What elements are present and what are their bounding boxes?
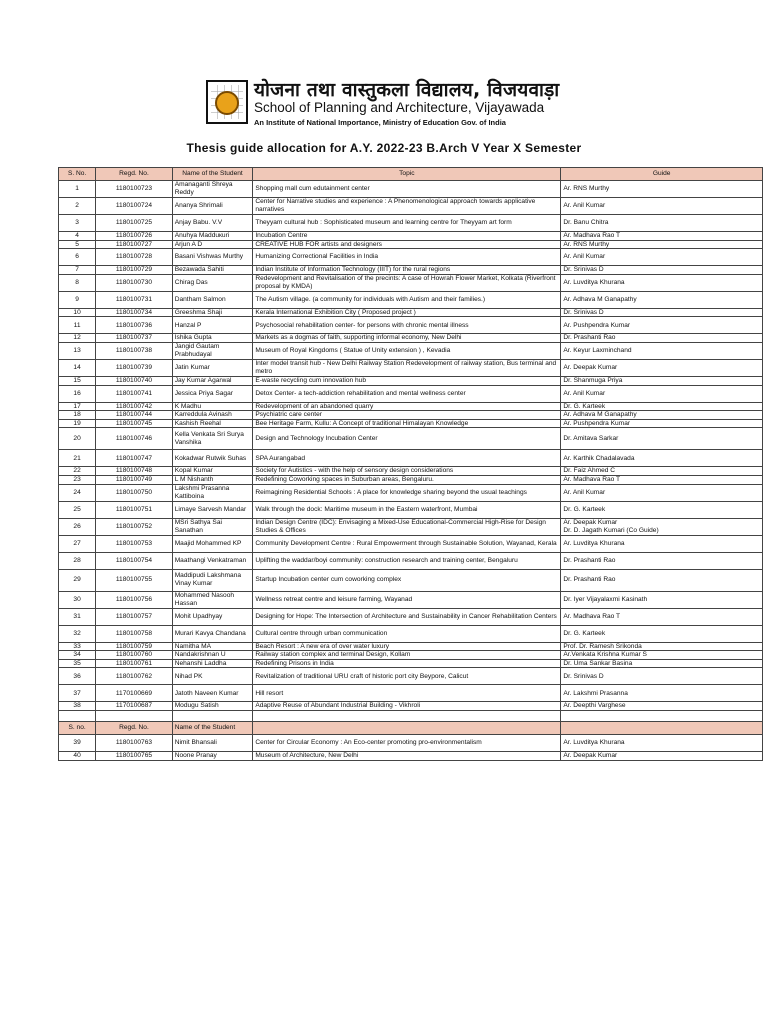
cell-sno: 36 [59, 668, 96, 685]
cell-name: Jay Kumar Agarwal [172, 376, 253, 385]
cell-sno: 3 [59, 215, 96, 232]
cell-name: Jatoth Naveen Kumar [172, 685, 253, 702]
table-row [59, 181, 763, 198]
cell-guide: Dr. Prashanti Rao [561, 569, 763, 591]
table-row [59, 659, 763, 668]
cell-regd: 1180100746 [96, 428, 172, 450]
cell-regd: 1180100753 [96, 535, 172, 552]
institute-logo [206, 80, 248, 124]
column-header-sno: S. No. [59, 168, 96, 181]
cell-regd: 1180100730 [96, 274, 172, 291]
table-row [59, 702, 763, 711]
cell-guide: Dr. Iyer Vijayalaxmi Kasinath [561, 591, 763, 608]
table-row [59, 467, 763, 476]
table-row [59, 569, 763, 591]
cell-topic: Society for Autistics - with the help of sensory design considerations [253, 467, 561, 476]
cell-topic: Center for Narrative studies and experience : A Phenomenological approach towards applicative narratives [253, 198, 561, 215]
table-row [59, 291, 763, 308]
cell-name: Jatin Kumar [172, 359, 253, 376]
cell-regd: 1180100761 [96, 659, 172, 668]
cell-regd: 1180100752 [96, 518, 172, 535]
cell-sno: 23 [59, 475, 96, 484]
table-row [59, 591, 763, 608]
cell-guide: Ar. Deepak Kumar [561, 359, 763, 376]
cell-name: Dantham Salmon [172, 291, 253, 308]
table-row [59, 535, 763, 552]
cell-sno: 9 [59, 291, 96, 308]
table-row [59, 734, 763, 751]
cell-topic: Reimagining Residential Schools : A place for knowledge sharing beyond the usual teachings [253, 484, 561, 501]
cell-topic: CREATIVE HUB FOR artists and designers [253, 240, 561, 249]
section2-header-sno: S. no. [59, 721, 96, 734]
cell-name: K Madhu [172, 402, 253, 411]
cell-topic: Museum of Architecture, New Delhi [253, 751, 561, 760]
cell-topic: Redevelopment and Revitalisation of the precints: A case of Howrah Flower Market, Kolkata (Riverfront proposal by KMDA) [253, 274, 561, 291]
cell-name: Noone Pranay [172, 751, 253, 760]
cell-regd: 1180100726 [96, 232, 172, 241]
cell-regd: 1180100749 [96, 475, 172, 484]
cell-topic: Wellness retreat centre and leisure farming, Wayanad [253, 591, 561, 608]
cell-guide: Ar. Adhava M Ganapathy [561, 411, 763, 420]
table-row [59, 751, 763, 760]
cell-regd: 1180100725 [96, 215, 172, 232]
cell-name: Jessica Priya Sagar [172, 385, 253, 402]
cell-sno: 13 [59, 342, 96, 359]
cell-guide: Ar. Pushpendra Kumar [561, 317, 763, 334]
cell-regd: 1180100754 [96, 552, 172, 569]
section2-header-guide [561, 721, 763, 734]
cell-name: Karreddula Avinash [172, 411, 253, 420]
table-body-2 [59, 734, 763, 760]
cell-topic: Indian Institute of Information Technology (IIIT) for the rural regions [253, 266, 561, 275]
cell-regd: 1180100723 [96, 181, 172, 198]
cell-topic: Psychosocial rehabilitation center- for persons with chronic mental illness [253, 317, 561, 334]
cell-guide: Dr. Shanmuga Priya [561, 376, 763, 385]
section-separator [59, 710, 763, 734]
cell-guide: Ar. Pushpendra Kumar [561, 419, 763, 428]
table-row [59, 668, 763, 685]
cell-guide: Dr. Prashanti Rao [561, 552, 763, 569]
cell-regd: 1180100741 [96, 385, 172, 402]
table-row [59, 402, 763, 411]
table-row [59, 266, 763, 275]
cell-regd: 1180100740 [96, 376, 172, 385]
cell-topic: Cultural centre through urban communication [253, 625, 561, 642]
cell-guide: Dr. Banu Chitra [561, 215, 763, 232]
table-row [59, 450, 763, 467]
cell-regd: 1180100762 [96, 668, 172, 685]
cell-guide: Dr. Prashanti Rao [561, 334, 763, 343]
table-row [59, 334, 763, 343]
cell-regd: 1170100687 [96, 702, 172, 711]
cell-guide: Ar.Venkata Krishna Kumar S [561, 651, 763, 660]
cell-sno: 16 [59, 385, 96, 402]
institute-header [206, 76, 560, 132]
cell-topic: Redefining Prisons in India [253, 659, 561, 668]
cell-sno: 20 [59, 428, 96, 450]
cell-name: Bezawada Sahiti [172, 266, 253, 275]
cell-topic: Startup Incubation center cum coworking complex [253, 569, 561, 591]
cell-guide: Ar. Deepak Kumar [561, 751, 763, 760]
cell-regd: 1180100737 [96, 334, 172, 343]
cell-sno: 37 [59, 685, 96, 702]
cell-sno: 35 [59, 659, 96, 668]
cell-regd: 1180100736 [96, 317, 172, 334]
cell-name: Namitha MA [172, 642, 253, 651]
cell-topic: Center for Circular Economy : An Eco-center promoting pro-environmentalism [253, 734, 561, 751]
cell-topic: Bee Heritage Farm, Kullu: A Concept of traditional Himalayan Knowledge [253, 419, 561, 428]
cell-topic: Psychiatric care center [253, 411, 561, 420]
section2-header-name: Name of the Student [172, 721, 253, 734]
column-header-regd: Regd. No. [96, 168, 172, 181]
cell-guide: Ar. Deepak Kumar Dr. D. Jagath Kumari (Co Guide) [561, 518, 763, 535]
table-row [59, 359, 763, 376]
cell-regd: 1180100734 [96, 308, 172, 317]
cell-topic: Redevelopment of an abandoned quarry [253, 402, 561, 411]
cell-name: Hanzal P [172, 317, 253, 334]
cell-guide: Prof. Dr. Ramesh Srikonda [561, 642, 763, 651]
cell-guide: Ar. Adhava M Ganapathy [561, 291, 763, 308]
cell-name: Kashish Reehal [172, 419, 253, 428]
cell-guide: Ar. Luvditya Khurana [561, 535, 763, 552]
cell-sno: 6 [59, 249, 96, 266]
cell-name: L M Nishanth [172, 475, 253, 484]
table-row [59, 501, 763, 518]
cell-name: MSri Sathya Sai Sanathan [172, 518, 253, 535]
cell-sno: 8 [59, 274, 96, 291]
cell-name: Ishika Gupta [172, 334, 253, 343]
table-row [59, 274, 763, 291]
cell-guide: Ar. Deepthi Varghese [561, 702, 763, 711]
cell-name: Arjun A D [172, 240, 253, 249]
cell-sno: 24 [59, 484, 96, 501]
table-body [59, 181, 763, 711]
cell-topic: Beach Resort : A new era of over water luxury [253, 642, 561, 651]
section2-header-regd: Regd. No. [96, 721, 172, 734]
cell-sno: 31 [59, 608, 96, 625]
cell-sno: 7 [59, 266, 96, 275]
table-row [59, 419, 763, 428]
cell-guide: Ar. Madhava Rao T [561, 232, 763, 241]
cell-regd: 1180100729 [96, 266, 172, 275]
cell-sno: 21 [59, 450, 96, 467]
cell-guide: Dr. Faiz Ahmed C [561, 467, 763, 476]
cell-guide: Ar. Lakshmi Prasanna [561, 685, 763, 702]
table-row [59, 484, 763, 501]
cell-guide: Ar. Keyur Laxminchand [561, 342, 763, 359]
cell-name: Basani Vishwas Murthy [172, 249, 253, 266]
section2-header-topic [253, 721, 561, 734]
cell-regd: 1180100759 [96, 642, 172, 651]
cell-name: Kopal Kumar [172, 467, 253, 476]
institute-name-hindi: योजना तथा वास्तुकला विद्यालय, विजयवाड़ा [254, 79, 560, 101]
cell-sno: 34 [59, 651, 96, 660]
table-row [59, 428, 763, 450]
table-row [59, 215, 763, 232]
cell-regd: 1180100731 [96, 291, 172, 308]
table-row [59, 317, 763, 334]
cell-name: Limaye Sarvesh Mandar [172, 501, 253, 518]
cell-topic: Museum of Royal Kingdoms ( Statue of Unity extension ) , Kevadia [253, 342, 561, 359]
cell-name: Jangid Gautam Prabhudayal [172, 342, 253, 359]
table-row [59, 642, 763, 651]
cell-topic: Railway station complex and terminal Design, Kollam [253, 651, 561, 660]
cell-guide: Dr. Srinivas D [561, 266, 763, 275]
cell-name: Mohit Upadhyay [172, 608, 253, 625]
institute-subtitle: An Institute of National Importance, Ministry of Education Gov. of India [254, 118, 506, 127]
column-header-name: Name of the Student [172, 168, 253, 181]
cell-topic: Detox Center- a tech-addiction rehabilitation and mental wellness center [253, 385, 561, 402]
cell-topic: Inter model transit hub - New Delhi Railway Station Redevelopment of railway station, Bus terminal and metro [253, 359, 561, 376]
cell-sno: 38 [59, 702, 96, 711]
cell-guide: Ar. Luvditya Khurana [561, 274, 763, 291]
table-row [59, 475, 763, 484]
cell-regd: 1180100758 [96, 625, 172, 642]
cell-guide: Dr. G. Karteek [561, 625, 763, 642]
cell-topic: The Autism village. (a community for individuals with Autism and their families.) [253, 291, 561, 308]
cell-sno: 12 [59, 334, 96, 343]
cell-sno: 33 [59, 642, 96, 651]
cell-regd: 1180100757 [96, 608, 172, 625]
cell-guide: Dr. Srinivas D [561, 308, 763, 317]
cell-sno: 18 [59, 411, 96, 420]
cell-sno: 22 [59, 467, 96, 476]
cell-sno: 14 [59, 359, 96, 376]
cell-topic: Hill resort [253, 685, 561, 702]
cell-sno: 28 [59, 552, 96, 569]
table-row [59, 376, 763, 385]
cell-name: Nehanshi Laddha [172, 659, 253, 668]
cell-topic: Indian Design Centre (IDC): Envisaging a Mixed-Use Educational-Commercial High-Rise for Design Studies & Offices [253, 518, 561, 535]
cell-regd: 1180100727 [96, 240, 172, 249]
cell-name: Modugu Satish [172, 702, 253, 711]
cell-topic: Markets as a dogmas of faith, supporting informal economy, New Delhi [253, 334, 561, 343]
column-header-guide: Guide [561, 168, 763, 181]
cell-sno: 4 [59, 232, 96, 241]
cell-regd: 1180100763 [96, 734, 172, 751]
cell-guide: Dr. Srinivas D [561, 668, 763, 685]
cell-name: Anjay Babu. V.V [172, 215, 253, 232]
table-row [59, 608, 763, 625]
cell-topic: Redefining Coworking spaces in Suburban areas, Bengaluru. [253, 475, 561, 484]
cell-regd: 1170100669 [96, 685, 172, 702]
cell-topic: Humanizing Correctional Facilities in India [253, 249, 561, 266]
table-row [59, 552, 763, 569]
cell-name: Nimit Bhansali [172, 734, 253, 751]
cell-guide: Ar. Anil Kumar [561, 249, 763, 266]
table-row [59, 625, 763, 642]
table-row [59, 342, 763, 359]
table-row [59, 518, 763, 535]
cell-guide: Ar. Karthik Chadalavada [561, 450, 763, 467]
table-row [59, 385, 763, 402]
cell-topic: SPA Aurangabad [253, 450, 561, 467]
cell-topic: Kerala International Exhibition City ( Proposed project ) [253, 308, 561, 317]
cell-guide: Ar. Anil Kumar [561, 198, 763, 215]
cell-guide: Dr. Amitava Sarkar [561, 428, 763, 450]
table-row [59, 249, 763, 266]
cell-topic: Community Development Centre : Rural Empowerment through Sustainable Solution, Wayanad, Kerala [253, 535, 561, 552]
cell-sno: 17 [59, 402, 96, 411]
table-row [59, 232, 763, 241]
cell-name: Maddipudi Lakshmana Vinay Kumar [172, 569, 253, 591]
cell-sno: 19 [59, 419, 96, 428]
cell-regd: 1180100748 [96, 467, 172, 476]
cell-name: Mohammed Nasooh Hassan [172, 591, 253, 608]
table-row [59, 198, 763, 215]
cell-guide: Ar. Anil Kumar [561, 385, 763, 402]
cell-guide: Dr. G. Karteek [561, 501, 763, 518]
cell-name: Maathangi Venkatraman [172, 552, 253, 569]
cell-guide: Ar. Luvditya Khurana [561, 734, 763, 751]
cell-guide: Ar. Madhava Rao T [561, 608, 763, 625]
cell-sno: 1 [59, 181, 96, 198]
cell-sno: 32 [59, 625, 96, 642]
cell-topic: Incubation Centre [253, 232, 561, 241]
cell-sno: 27 [59, 535, 96, 552]
cell-regd: 1180100745 [96, 419, 172, 428]
cell-name: Kokadwar Rutwik Suhas [172, 450, 253, 467]
cell-name: Nandakrishnan U [172, 651, 253, 660]
institute-name-english: School of Planning and Architecture, Vijayawada [254, 100, 545, 115]
cell-regd: 1180100756 [96, 591, 172, 608]
cell-regd: 1180100724 [96, 198, 172, 215]
cell-sno: 2 [59, 198, 96, 215]
cell-regd: 1180100742 [96, 402, 172, 411]
table-row [59, 651, 763, 660]
cell-name: Greeshma Shaji [172, 308, 253, 317]
cell-topic: Shopping mall cum edutainment center [253, 181, 561, 198]
cell-name: Murari Kavya Chandana [172, 625, 253, 642]
cell-sno: 25 [59, 501, 96, 518]
spacer-row [59, 710, 763, 721]
table-row [59, 411, 763, 420]
cell-regd: 1180100744 [96, 411, 172, 420]
cell-sno: 40 [59, 751, 96, 760]
section2-header-row [59, 721, 763, 734]
cell-sno: 39 [59, 734, 96, 751]
cell-topic: Uplifting the waddar/boyi community: construction research and training center, Bengaluru [253, 552, 561, 569]
cell-regd: 1180100755 [96, 569, 172, 591]
cell-regd: 1180100738 [96, 342, 172, 359]
cell-sno: 30 [59, 591, 96, 608]
cell-name: Ananya Shrimali [172, 198, 253, 215]
cell-topic: Designing for Hope: The Intersection of Architecture and Sustainability in Cancer Rehabilitation Centers [253, 608, 561, 625]
cell-topic: Adaptive Reuse of Abundant Industrial Building - Vikhroli [253, 702, 561, 711]
cell-sno: 10 [59, 308, 96, 317]
cell-sno: 29 [59, 569, 96, 591]
column-header-topic: Topic [253, 168, 561, 181]
cell-sno: 15 [59, 376, 96, 385]
cell-sno: 26 [59, 518, 96, 535]
cell-regd: 1180100760 [96, 651, 172, 660]
cell-sno: 5 [59, 240, 96, 249]
cell-topic: Theyyam cultural hub : Sophisticated museum and learning centre for Theyyam art form [253, 215, 561, 232]
cell-name: Nihad PK [172, 668, 253, 685]
cell-topic: Revitalization of traditional URU craft of historic port city Beypore, Calicut [253, 668, 561, 685]
cell-regd: 1180100739 [96, 359, 172, 376]
cell-regd: 1180100747 [96, 450, 172, 467]
allocation-table [58, 167, 763, 761]
cell-topic: Design and Technology Incubation Center [253, 428, 561, 450]
cell-topic: E-waste recycling cum innovation hub [253, 376, 561, 385]
table-row [59, 308, 763, 317]
cell-regd: 1180100751 [96, 501, 172, 518]
cell-name: Kella Venkata Sri Surya Vanshika [172, 428, 253, 450]
cell-regd: 1180100728 [96, 249, 172, 266]
cell-guide: Ar. Madhava Rao T [561, 475, 763, 484]
page-title: Thesis guide allocation for A.Y. 2022-23 B.Arch V Year X Semester [186, 141, 582, 155]
cell-name: Anuhya Madduкuri [172, 232, 253, 241]
cell-guide: Ar. RNS Murthy [561, 181, 763, 198]
cell-guide: Dr. Uma Sankar Basina [561, 659, 763, 668]
table-row [59, 685, 763, 702]
cell-name: Maajid Mohammed KP [172, 535, 253, 552]
cell-name: Lakshmi Prasanna Kattiboina [172, 484, 253, 501]
cell-guide: Ar. Anil Kumar [561, 484, 763, 501]
table-row [59, 240, 763, 249]
cell-sno: 11 [59, 317, 96, 334]
cell-topic: Walk through the dock: Maritime museum in the Eastern waterfront, Mumbai [253, 501, 561, 518]
cell-guide: Ar. RNS Murthy [561, 240, 763, 249]
cell-name: Chirag Das [172, 274, 253, 291]
cell-regd: 1180100765 [96, 751, 172, 760]
cell-guide: Dr. G. Karteek [561, 402, 763, 411]
cell-regd: 1180100750 [96, 484, 172, 501]
table-header-row [59, 168, 763, 181]
cell-name: Amanaganti Shreya Reddy [172, 181, 253, 198]
